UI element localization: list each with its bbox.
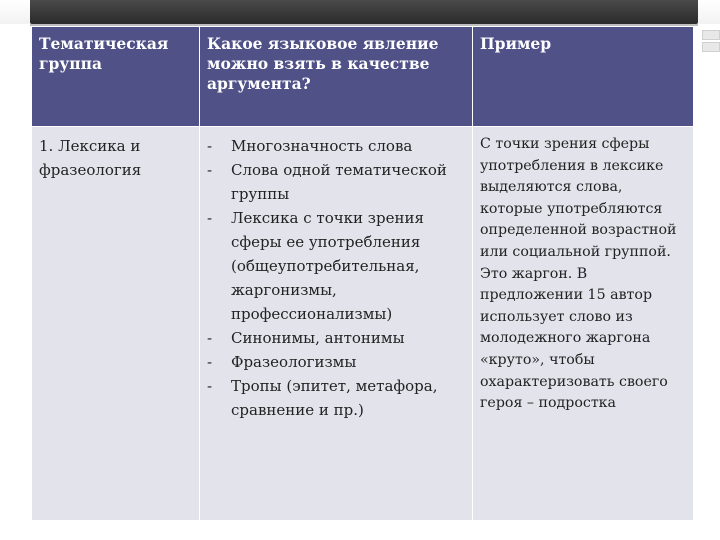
cell-group: 1. Лексика и фразеология bbox=[32, 127, 200, 521]
list-item: - Синонимы, антонимы bbox=[207, 326, 466, 350]
list-item: - Слова одной тематической группы bbox=[207, 158, 466, 206]
header-language-phenomenon: Какое языковое явление можно взять в качестве аргумента? bbox=[200, 27, 473, 127]
phenomena-list bbox=[207, 134, 466, 422]
corner-decoration bbox=[702, 0, 720, 60]
cell-example: С точки зрения сферы употребления в лексике выделяются слова, которые употребляются определенной возрастной или социальной группой. Это жаргон. В предложении 15 автор использует слово из молодежного жаргона «круто», чтобы охарактеризовать своего героя – подростка bbox=[473, 127, 694, 521]
header-thematic-group: Тематическая группа bbox=[32, 27, 200, 127]
list-item: - Многозначность слова bbox=[207, 134, 466, 158]
list-item: - Фразеологизмы bbox=[207, 350, 466, 374]
title-bar-block bbox=[30, 0, 698, 24]
list-item: - Лексика с точки зрения сферы ее употребления (общеупотребительная, жаргонизмы, профессионализмы) bbox=[207, 206, 466, 326]
table-header-row bbox=[32, 27, 694, 127]
header-example: Пример bbox=[473, 27, 694, 127]
cell-phenomena bbox=[200, 127, 473, 521]
argument-table bbox=[31, 26, 694, 521]
table-row bbox=[32, 127, 694, 521]
list-item: - Тропы (эпитет, метафора, сравнение и пр.) bbox=[207, 374, 466, 422]
